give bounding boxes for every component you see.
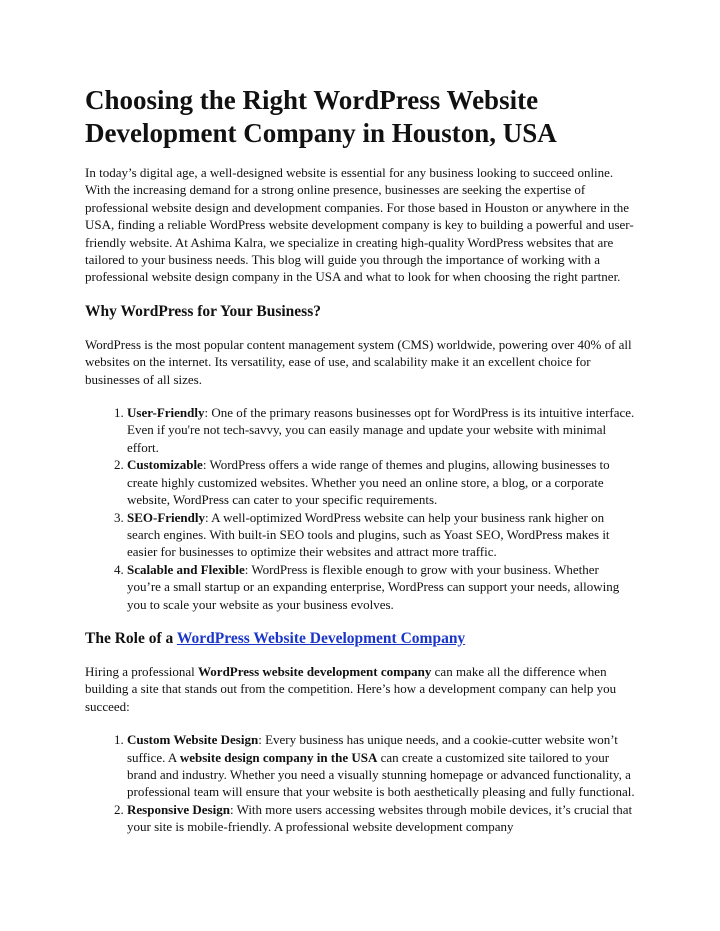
list-item	[127, 509, 635, 561]
section-heading-why-wordpress: Why WordPress for Your Business?	[85, 302, 321, 320]
list-item-term: User-Friendly	[127, 405, 205, 421]
list-item-text: : One of the primary reasons businesses opt for WordPress is its intuitive interface. Even if you're not tech-savvy, you can easily manage and update your website with minimal effort.	[127, 405, 635, 455]
list-item-text: : With more users accessing websites through mobile devices, it’s crucial that your site is mobile-friendly. A professional website development company	[127, 801, 633, 835]
role-text-after: can make all the difference when building a site that stands out from the competition. Here’s how a development company can help you succeed:	[85, 663, 617, 714]
role-text-bold: WordPress website development company	[198, 663, 432, 679]
list-item-term: SEO-Friendly	[127, 509, 206, 525]
document-page	[85, 84, 635, 852]
list-item	[127, 731, 635, 801]
list-item	[127, 456, 635, 508]
role-text-before: Hiring a professional	[85, 663, 199, 679]
list-item-text: can create a customized site tailored to your brand and industry. Whether you need a visually stunning homepage or advanced functionality, a professional team will ensure that your website is both aesthetically pleasing and fully functional.	[127, 749, 635, 800]
list-item	[127, 404, 635, 456]
list-item-term: Custom Website Design	[127, 732, 259, 748]
list-item-text: : Every business has unique needs, and a cookie-cutter website won’t suffice. A	[127, 732, 618, 765]
page-title: Choosing the Right WordPress Website Development Company in Houston, USA	[85, 85, 557, 148]
role-paragraph	[85, 663, 635, 715]
section-heading-role	[85, 629, 635, 649]
list-item	[127, 561, 635, 613]
list-item-text: : WordPress is flexible enough to grow with your business. Whether you’re a small startup or an expanding enterprise, WordPress can support your needs, allowing you to scale your website as your business evolves.	[127, 561, 620, 612]
wordpress-development-company-link[interactable]: WordPress Website Development Company	[176, 629, 466, 647]
list-item	[127, 801, 635, 836]
list-item-text: : A well-optimized WordPress website can help your business rank higher on search engines. With built-in SEO tools and plugins, such as Yoast SEO, WordPress makes it easier for businesses to optimize their websites and attract more traffic.	[127, 509, 610, 560]
list-item-bold: website design company in the USA	[179, 749, 378, 765]
benefits-list	[85, 404, 635, 613]
list-item-term: Customizable	[127, 457, 203, 473]
why-wordpress-paragraph: WordPress is the most popular content management system (CMS) worldwide, powering over 40% of all websites on the internet. Its versatility, ease of use, and scalability make it an excellent choice for businesses of all sizes.	[85, 336, 632, 387]
services-list	[85, 731, 635, 835]
intro-paragraph: In today’s digital age, a well-designed website is essential for any business looking to succeed online. With the increasing demand for a strong online presence, businesses are seeking the expertise of professional website design and development companies. For those based in Houston or anywhere in the USA, finding a reliable WordPress website development company is key to building a powerful and user-friendly website. At Ashima Kalra, we specialize in creating high-quality WordPress websites that are tailored to your business needs. This blog will guide you through the importance of working with a professional website design company in the USA and what to look for when choosing the right partner.	[85, 165, 634, 285]
list-item-term: Responsive Design	[127, 801, 230, 817]
heading-prefix: The Role of a	[85, 629, 177, 647]
list-item-term: Scalable and Flexible	[127, 561, 245, 577]
list-item-text: : WordPress offers a wide range of themes and plugins, allowing businesses to create highly customized websites. Whether you need an online store, a blog, or a corporate website, WordPress can cater to your specific requirements.	[127, 457, 610, 508]
